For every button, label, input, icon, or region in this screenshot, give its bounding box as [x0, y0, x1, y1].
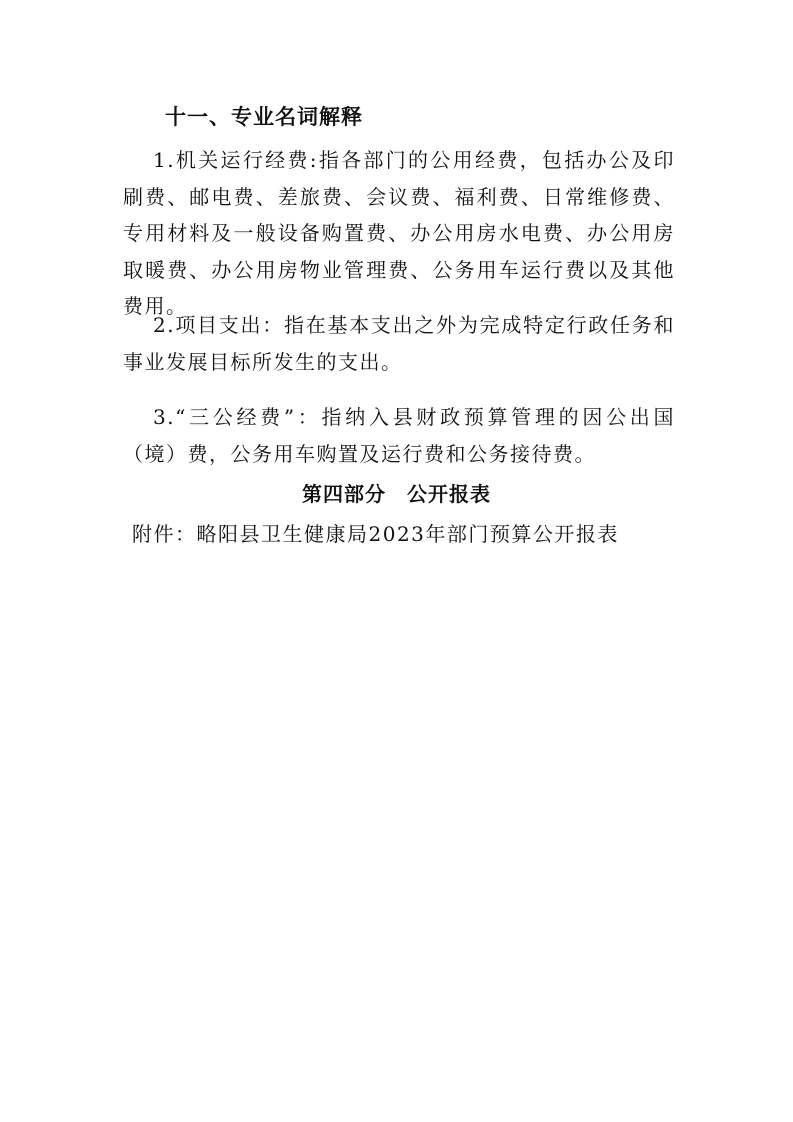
definition-paragraph-3: 3.“三公经费”：指纳入县财政预算管理的因公出国（境）费，公务用车购置及运行费和公务接待费。 [123, 405, 675, 466]
definition-paragraph-1: 1.机关运行经费:指各部门的公用经费，包括办公及印刷费、邮电费、差旅费、会议费、福利费、日常维修费、专用材料及一般设备购置费、办公用房水电费、办公用房取暖费、办公用房物业管理费、公务用车运行费以及其他费用。 [123, 148, 675, 319]
section-heading: 十一、专业名词解释 [165, 105, 363, 129]
attachment-line: 附件：略阳县卫生健康局2023年部门预算公开报表 [132, 522, 619, 546]
definition-paragraph-2: 2.项目支出：指在基本支出之外为完成特定行政任务和事业发展目标所发生的支出。 [123, 313, 675, 374]
part-four-title: 第四部分 公开报表 [302, 482, 491, 506]
